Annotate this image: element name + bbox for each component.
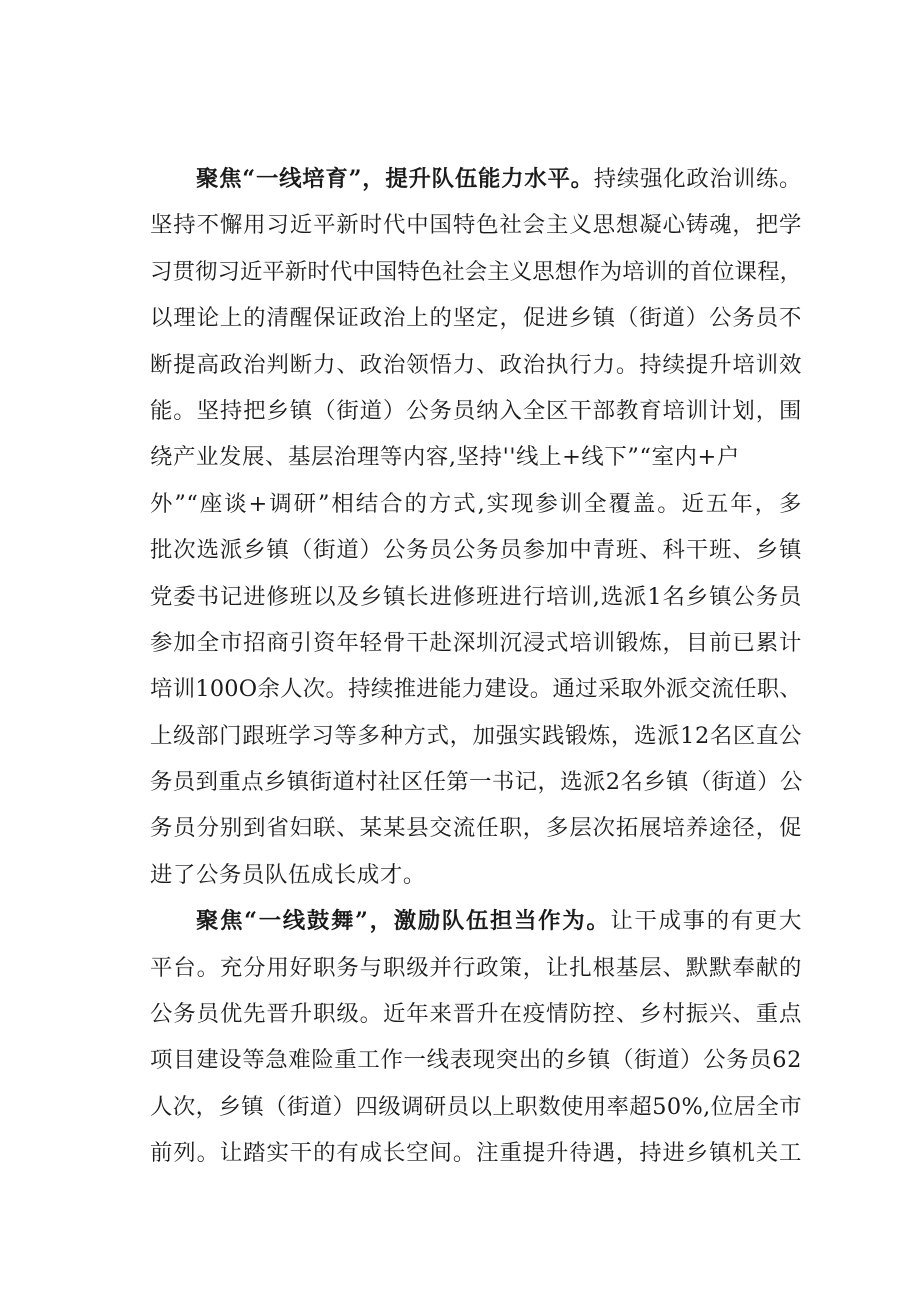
paragraph-1-line-7: 绕产业发展、基层治理等内容,坚持''线上+线下”“室内+户 xyxy=(150,444,740,471)
paragraph-1-line-12: 培训100O余人次。持续推进能力建设。通过采取外派交流任职、 xyxy=(150,676,802,703)
document-body xyxy=(150,156,802,1177)
paragraph-1-line-2: 坚持不懈用习近平新时代中国特色社会主义思想凝心铸魂，把学 xyxy=(150,212,802,239)
paragraph-1-line-1 xyxy=(150,156,802,202)
paragraph-1-line-1-text: 持续强化政治训练。 xyxy=(593,166,802,192)
paragraph-1-line-3: 习贯彻习近平新时代中国特色社会主义思想作为培训的首位课程， xyxy=(150,258,802,285)
paragraph-1-line-6: 能。坚持把乡镇（街道）公务员纳入全区干部教育培训计划，围 xyxy=(150,397,802,424)
paragraph-1-line-5: 断提高政治判断力、政治领悟力、政治执行力。持续提升培训效 xyxy=(150,351,802,378)
paragraph-1-line-16: 进了公务员队伍成长成才。 xyxy=(150,861,426,888)
paragraph-2-line-4: 项目建设等急难险重工作一线表现突出的乡镇（街道）公务员62 xyxy=(150,1047,802,1074)
paragraph-2-heading: 聚焦“一线鼓舞”，激励队伍担当作为。 xyxy=(196,908,611,935)
paragraph-2-line-6: 前列。让踏实干的有成长空间。注重提升待遇，持进乡镇机关工 xyxy=(150,1140,802,1167)
paragraph-1-line-14: 务员到重点乡镇街道村社区任第一书记，选派2名乡镇（街道）公 xyxy=(150,769,803,796)
paragraph-1-line-4: 以理论上的清醒保证政治上的坚定，促进乡镇（街道）公务员不 xyxy=(150,305,802,332)
paragraph-2-line-1-text: 让干成事的有更大 xyxy=(610,908,802,935)
paragraph-1-heading: 聚焦“一线培育”，提升队伍能力水平。 xyxy=(196,166,594,192)
paragraph-1-line-11: 参加全市招商引资年轻骨干赴深圳沉浸式培训锻炼，目前已累计 xyxy=(150,629,802,656)
paragraph-2-line-5: 人次，乡镇（街道）四级调研员以上职数使用率超50%,位居全市 xyxy=(150,1093,802,1120)
paragraph-1-line-13: 上级部门跟班学习等多种方式，加强实践锻炼，选派12名区直公 xyxy=(150,722,802,749)
paragraph-2-line-1 xyxy=(150,898,802,944)
paragraph-2-line-2: 平台。充分用好职务与职级并行政策，让扎根基层、默默奉献的 xyxy=(150,954,802,981)
paragraph-1-line-8: 外”“座谈+调研”相结合的方式,实现参训全覆盖。近五年，多 xyxy=(150,490,802,517)
paragraph-1-line-15: 务员分别到省妇联、某某县交流任职，多层次拓展培养途径，促 xyxy=(150,815,802,842)
paragraph-1-line-9: 批次选派乡镇（街道）公务员公务员参加中青班、科干班、乡镇 xyxy=(150,537,802,564)
paragraph-2-line-3: 公务员优先晋升职级。近年来晋升在疫情防控、乡村振兴、重点 xyxy=(150,1001,802,1028)
paragraph-1-line-10: 党委书记进修班以及乡镇长进修班进行培训,选派1名乡镇公务员 xyxy=(150,583,802,610)
